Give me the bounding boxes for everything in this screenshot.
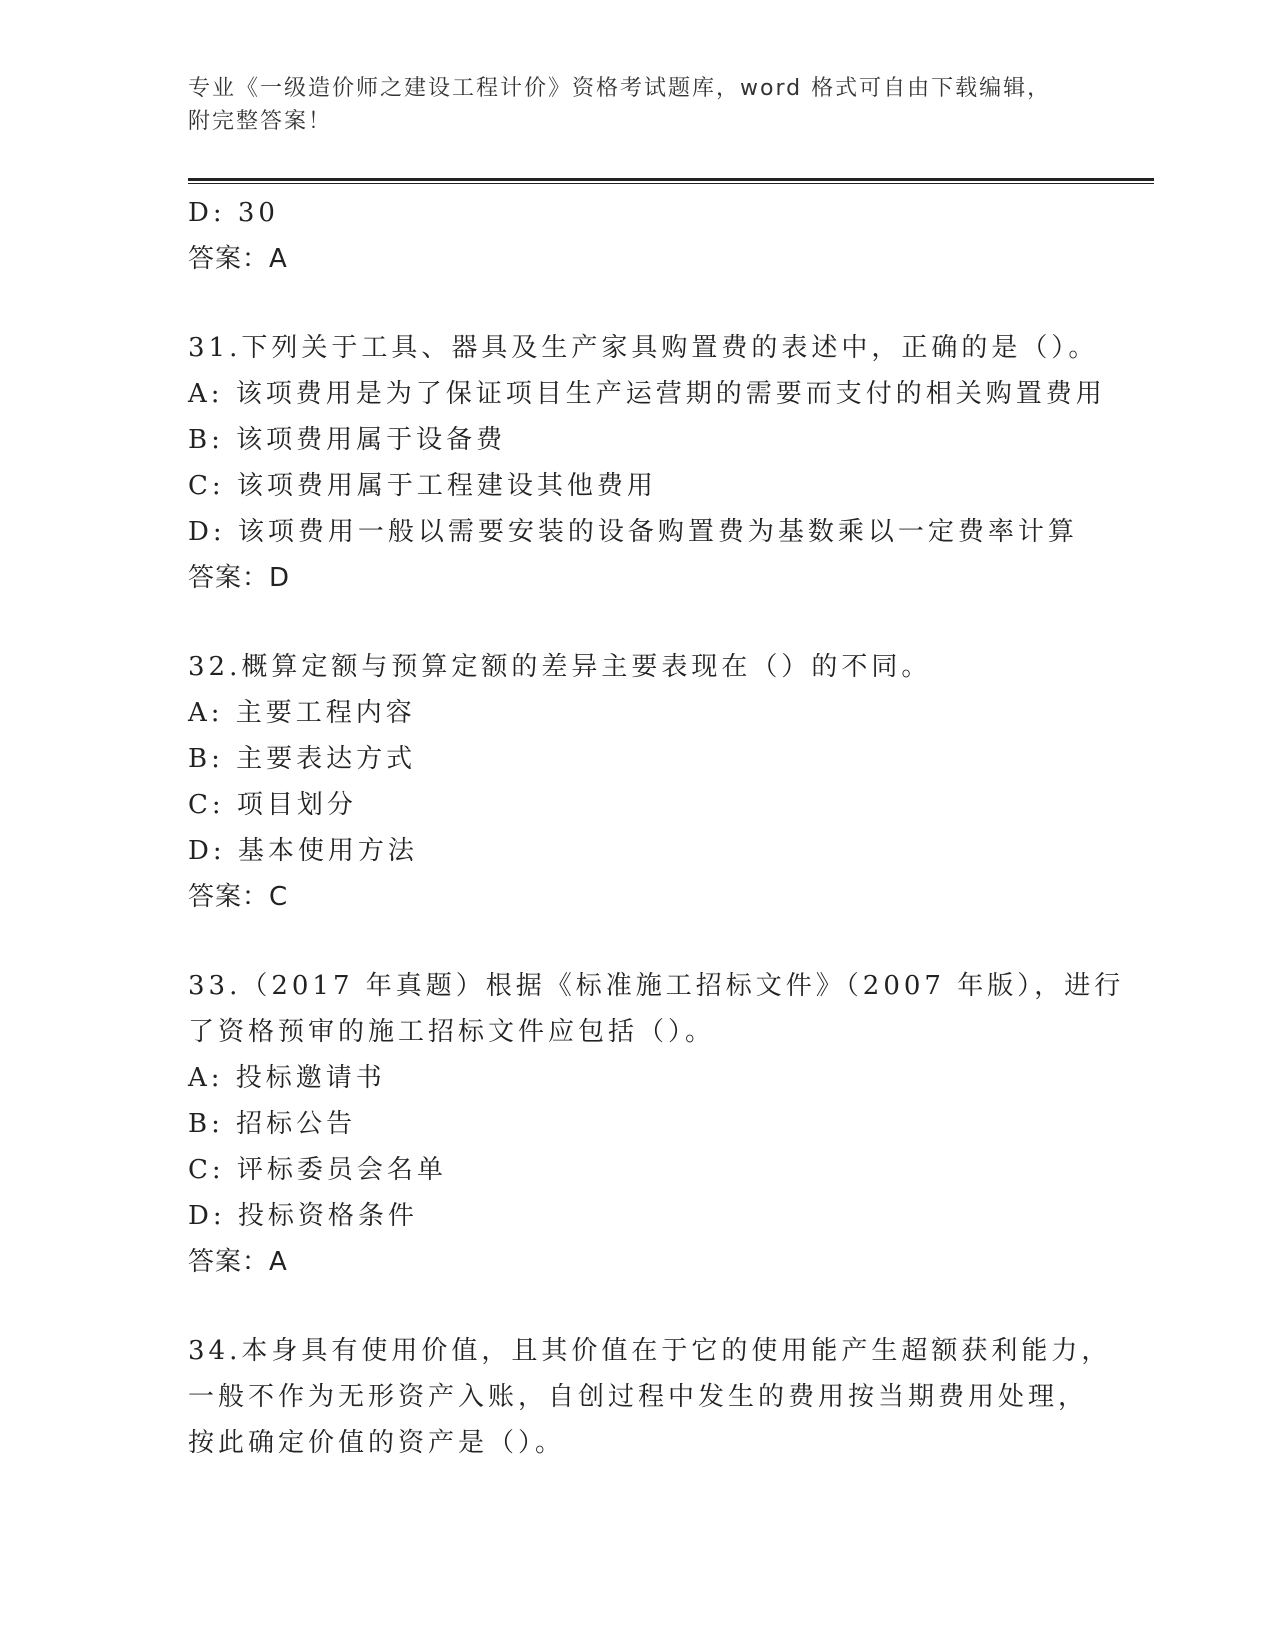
option-b: B: 主要表达方式 <box>188 744 417 774</box>
answer: 答案：A <box>188 1247 288 1277</box>
option-d: D: 基本使用方法 <box>188 836 418 866</box>
document-header <box>188 72 1088 138</box>
option-d: D: 投标资格条件 <box>188 1201 418 1231</box>
prev-option-d: D: 30 <box>188 198 279 228</box>
question-text: 32.概算定额与预算定额的差异主要表现在（）的不同。 <box>188 652 932 682</box>
question-text-line-2: 了资格预审的施工招标文件应包括（）。 <box>188 1017 716 1047</box>
option-c: C: 该项费用属于工程建设其他费用 <box>188 471 657 501</box>
question-32 <box>188 644 1088 920</box>
option-a: A: 主要工程内容 <box>188 698 416 728</box>
question-text-line-1: 34.本身具有使用价值，且其价值在于它的使用能产生超额获利能力， <box>188 1336 1112 1366</box>
option-b: B: 该项费用属于设备费 <box>188 425 507 455</box>
answer: 答案：C <box>188 882 289 912</box>
question-list <box>188 190 1125 1466</box>
option-a: A: 该项费用是为了保证项目生产运营期的需要而支付的相关购置费用 <box>188 379 1106 409</box>
question-34 <box>188 1328 1112 1466</box>
option-c: C: 项目划分 <box>188 790 357 820</box>
option-a: A: 投标邀请书 <box>188 1063 386 1093</box>
question-text-line-1: 33.（2017 年真题）根据《标准施工招标文件》（2007 年版），进行 <box>188 971 1125 1001</box>
answer: 答案：D <box>188 563 291 593</box>
header-line-2: 附完整答案！ <box>188 109 333 134</box>
question-33 <box>188 963 1125 1285</box>
question-31 <box>188 325 1106 601</box>
question-text-line-3: 按此确定价值的资产是（）。 <box>188 1428 566 1458</box>
option-c: C: 评标委员会名单 <box>188 1155 447 1185</box>
question-text: 31.下列关于工具、器具及生产家具购置费的表述中，正确的是（）。 <box>188 333 1099 363</box>
option-d: D: 该项费用一般以需要安装的设备购置费为基数乘以一定费率计算 <box>188 517 1078 547</box>
header-rule-thick <box>188 178 1154 181</box>
question-text-line-2: 一般不作为无形资产入账，自创过程中发生的费用按当期费用处理， <box>188 1382 1089 1412</box>
prev-answer: 答案：A <box>188 244 288 274</box>
option-b: B: 招标公告 <box>188 1109 357 1139</box>
header-line-1: 专业《一级造价师之建设工程计价》资格考试题库，word 格式可自由下载编辑， <box>188 76 1052 101</box>
header-rule-thin <box>188 183 1154 184</box>
